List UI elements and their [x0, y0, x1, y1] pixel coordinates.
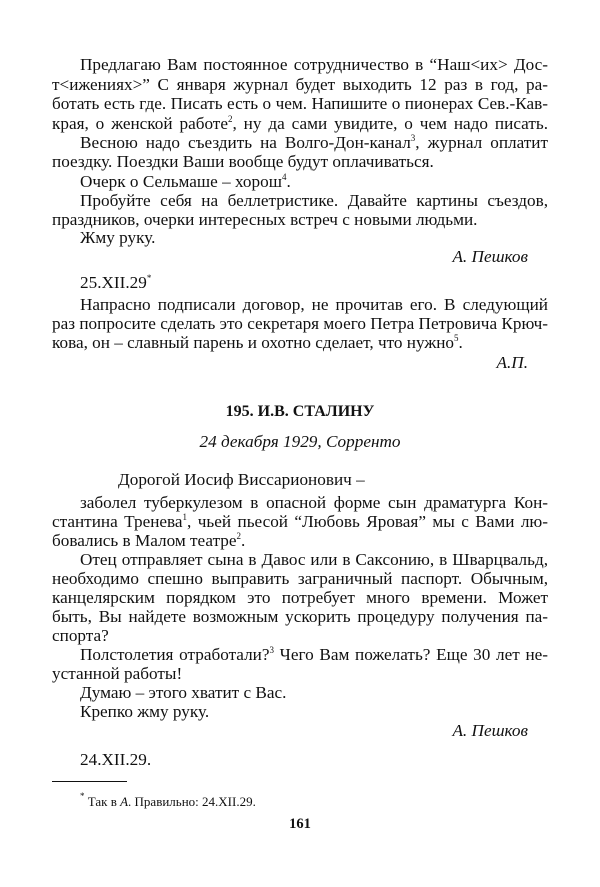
text-segment: Отец отправляет сына в Давос или в Саксонию, в Шварцвальд, — [80, 550, 548, 569]
footnote — [80, 792, 576, 812]
text-segment: т<ижениях>” С января журнал будет выходить 12 раз в год, ра- — [52, 75, 548, 94]
text-segment: , журнал оплатит — [415, 133, 548, 152]
text-segment: спорта? — [52, 626, 109, 645]
text-segment: 24 декабря 1929, Сорренто — [199, 432, 401, 451]
text-segment: края, о женской работе — [52, 114, 228, 133]
text-line — [52, 702, 548, 722]
text-segment: необходимо спешно выправить заграничный паспорт. Обычным, — [52, 569, 548, 588]
text-line — [52, 152, 548, 172]
text-segment: А. Пешков — [452, 721, 528, 740]
text-segment: Полстолетия отработали? — [80, 645, 270, 664]
text-segment: , ну да сами увидите, о чем надо писать. — [232, 114, 549, 133]
text-line — [52, 645, 548, 665]
text-line — [52, 75, 548, 95]
text-line — [52, 493, 548, 513]
page-number — [52, 814, 548, 834]
text-segment: 195. И.В. СТАЛИНУ — [225, 403, 375, 420]
text-segment: стантина Тренева — [52, 512, 183, 531]
footnote-marker: * — [80, 791, 85, 801]
text-line — [52, 750, 548, 770]
text-segment: . — [241, 531, 246, 550]
signature — [52, 721, 548, 741]
text-segment: . Правильно: 24.XII.29. — [128, 794, 256, 809]
text-line — [52, 273, 548, 293]
text-segment: Напрасно подписали договор, не прочитав его. В следующий — [80, 295, 548, 314]
text-segment: Дорогой Иосиф Виссарионович – — [118, 470, 365, 489]
text-segment: поездку. Поездки Ваши вообще будут оплачиваться. — [52, 152, 434, 171]
text-line — [52, 569, 548, 589]
text-segment: Очерк о Сельмаше – хорош — [80, 172, 282, 191]
text-line — [52, 55, 548, 75]
footnote-marker: 4 — [281, 172, 287, 182]
text-segment: канцелярским порядком это потребует много времени. Может — [52, 588, 548, 607]
text-segment: праздников, очерки интересных встреч с новыми людьми. — [52, 210, 478, 229]
text-line — [52, 664, 548, 684]
text-line — [52, 333, 548, 353]
footnote-marker: 5 — [454, 333, 459, 343]
text-segment: 24.XII.29. — [80, 750, 152, 769]
text-segment: раз попросите сделать это секретаря моего Петра Петровича Крюч- — [52, 314, 548, 333]
footnote-marker: 1 — [182, 512, 188, 522]
text-line — [52, 512, 548, 532]
text-line — [52, 607, 548, 627]
text-line — [52, 191, 548, 211]
text-line — [52, 228, 548, 248]
text-line — [52, 470, 548, 490]
text-segment: А.П. — [496, 353, 528, 372]
text-segment: Думаю – этого хватит с Вас. — [80, 683, 287, 702]
text-segment: 25.XII.29 — [80, 273, 147, 292]
text-segment: , чьей пьесой “Любовь Яровая” мы с Вами лю- — [187, 512, 548, 531]
text-segment: 161 — [289, 816, 311, 832]
text-line — [52, 588, 548, 608]
text-line — [52, 295, 548, 315]
text-segment: . — [286, 172, 291, 191]
text-line — [52, 531, 548, 551]
text-segment: . — [458, 333, 463, 352]
text-line — [52, 172, 548, 192]
text-segment: Так в — [84, 794, 121, 809]
text-segment: Пробуйте себя на беллетристике. Давайте картины съездов, — [80, 191, 548, 210]
footnote-marker: 2 — [227, 114, 233, 124]
footnote-marker: * — [146, 273, 152, 283]
footnote-marker: 2 — [236, 531, 242, 541]
italic-text: А — [120, 794, 129, 809]
signature — [52, 247, 548, 267]
text-line — [52, 683, 548, 703]
text-segment: А. Пешков — [452, 247, 528, 266]
text-segment: кова, он – славный парень и охотно сделает, что нужно — [52, 333, 454, 352]
footnote-marker: 3 — [410, 133, 416, 143]
text-line — [52, 626, 548, 646]
text-line — [52, 210, 548, 230]
text-line — [52, 550, 548, 570]
letter-date-place — [52, 432, 548, 452]
text-line — [52, 114, 548, 134]
text-segment: бовались в Малом театре — [52, 531, 237, 550]
text-segment: Чего Вам пожелать? Еще 30 лет не- — [273, 645, 548, 664]
text-segment: быть, Вы найдете возможным ускорить процедуру получения па- — [52, 607, 548, 626]
text-line — [52, 94, 548, 114]
text-line — [52, 314, 548, 334]
footnote-marker: 3 — [269, 645, 274, 655]
letter-title — [52, 402, 548, 422]
text-segment: ботать есть где. Писать есть о чем. Напишите о пионерах Сев.-Кав- — [52, 94, 548, 113]
text-segment: Крепко жму руку. — [80, 702, 210, 721]
text-segment: Предлагаю Вам постоянное сотрудничество в “Наш<их> Дос- — [80, 55, 548, 74]
footnote-separator — [52, 781, 127, 782]
text-segment: заболел туберкулезом в опасной форме сын драматурга Кон- — [80, 493, 548, 512]
signature — [52, 353, 548, 373]
text-line — [52, 133, 548, 153]
text-segment: устанной работы! — [52, 664, 183, 683]
text-segment: Весною надо съездить на Волго-Дон-канал — [80, 133, 411, 152]
text-segment: Жму руку. — [80, 228, 156, 247]
